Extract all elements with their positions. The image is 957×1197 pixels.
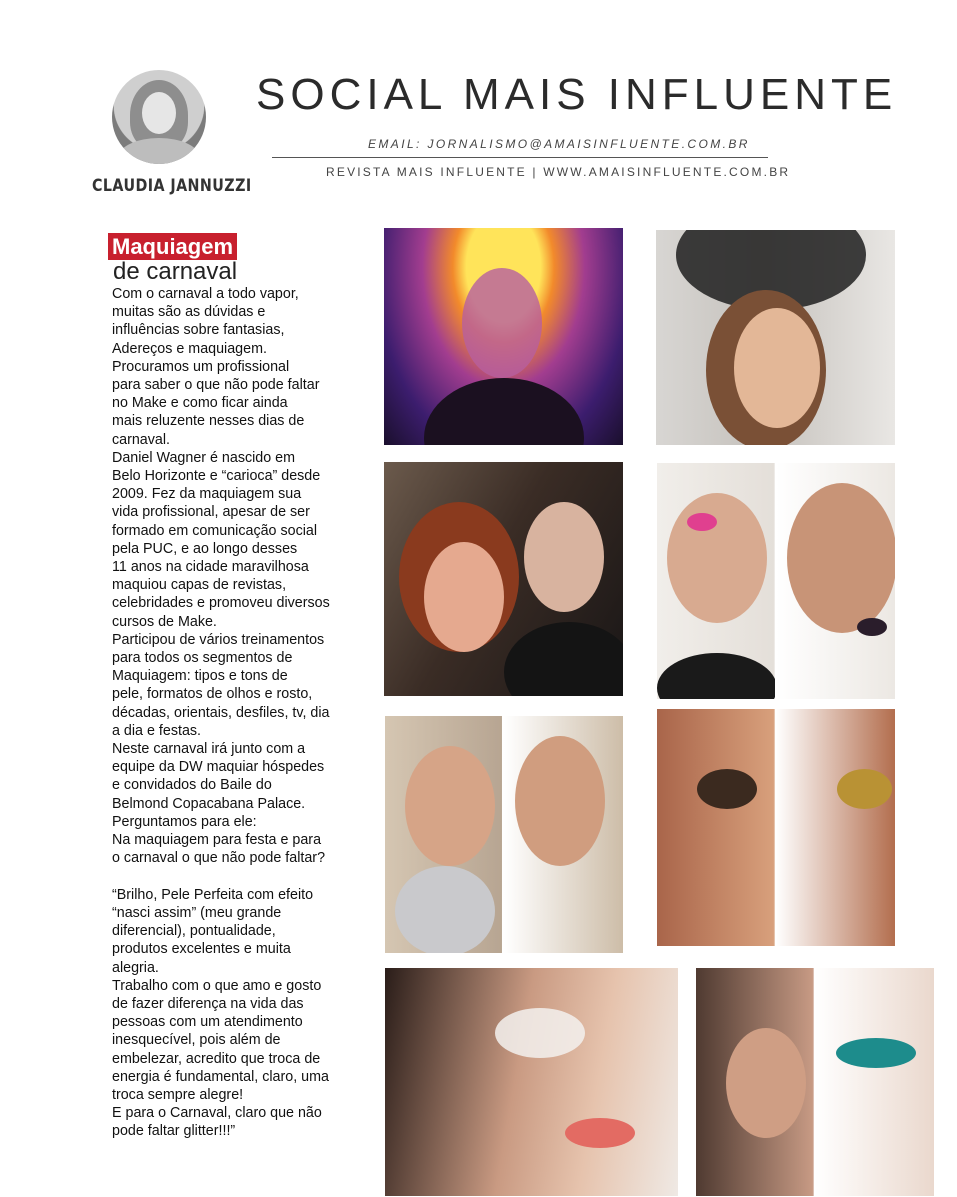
photo-pink-and-dark-lip-makeup [657, 463, 895, 699]
photo-makeup-artist-selfie [384, 228, 623, 445]
column-title: SOCIAL MAIS INFLUENTE [256, 70, 898, 119]
photo-gold-glitter-eye-closeup [657, 709, 895, 946]
headline-highlight: Maquiagem [108, 233, 237, 260]
author-avatar [112, 70, 206, 164]
photo-silver-makeup-blonde [385, 716, 623, 953]
photo-teal-eyeshadow-model [696, 968, 934, 1196]
article-body: Com o carnaval a todo vapor, muitas são as dúvidas e influências sobre fantasias, Adereços e maquiagem. Procuramos um profissional para saber o que não pode faltar no Make e como ficar ainda mais reluzente nesses dias de carnaval. Daniel Wagner é nascido em Belo Horizonte e “carioca” desde 2009. Fez da maquiagem sua vida profissional, apesar de ser formado em comunicação social pela PUC, e ao longo desses 11 anos na cidade maravilhosa maquiou capas de revistas, celebridades e promoveu diversos cursos de Make. Participou de vários treinamentos para todos os segmentos de Maquiagem: tipos e tons de pele, formatos de olhos e rosto, décadas, orientais, desfiles, tv, dia a dia e festas. Neste carnaval irá junto com a equipe da DW maquiar hóspedes e convidados do Baile do Belmond Copacabana Palace. Perguntamos para ele: Na maquiagem para festa e para o carnaval o que não pode faltar? “Brilho, Pele Perfeita com efeito “nasci assim” (meu grande diferencial), pontualidade, produtos excelentes e muita alegria. Trabalho com o que amo e gosto de fazer diferença na vida das pessoas com um atendimento inesquecível, pois além de embelezar, acredito que troca de energia é fundamental, claro, uma troca sempre alegre! E para o Carnaval, claro que não pode faltar glitter!!!” [112, 286, 330, 1140]
photo-couple-selfie [384, 462, 623, 696]
photo-feather-headdress-model [656, 230, 895, 445]
header-divider [272, 157, 768, 158]
photo-rhinestone-eye-makeup [385, 968, 678, 1196]
magazine-line: REVISTA MAIS INFLUENTE | WWW.AMAISINFLUENTE.COM.BR [326, 165, 791, 179]
headline-subtitle: de carnaval [113, 258, 238, 285]
email-line: EMAIL: JORNALISMO@AMAISINFLUENTE.COM.BR [368, 137, 750, 151]
author-name: CLAUDIA JANNUZZI [92, 176, 252, 196]
